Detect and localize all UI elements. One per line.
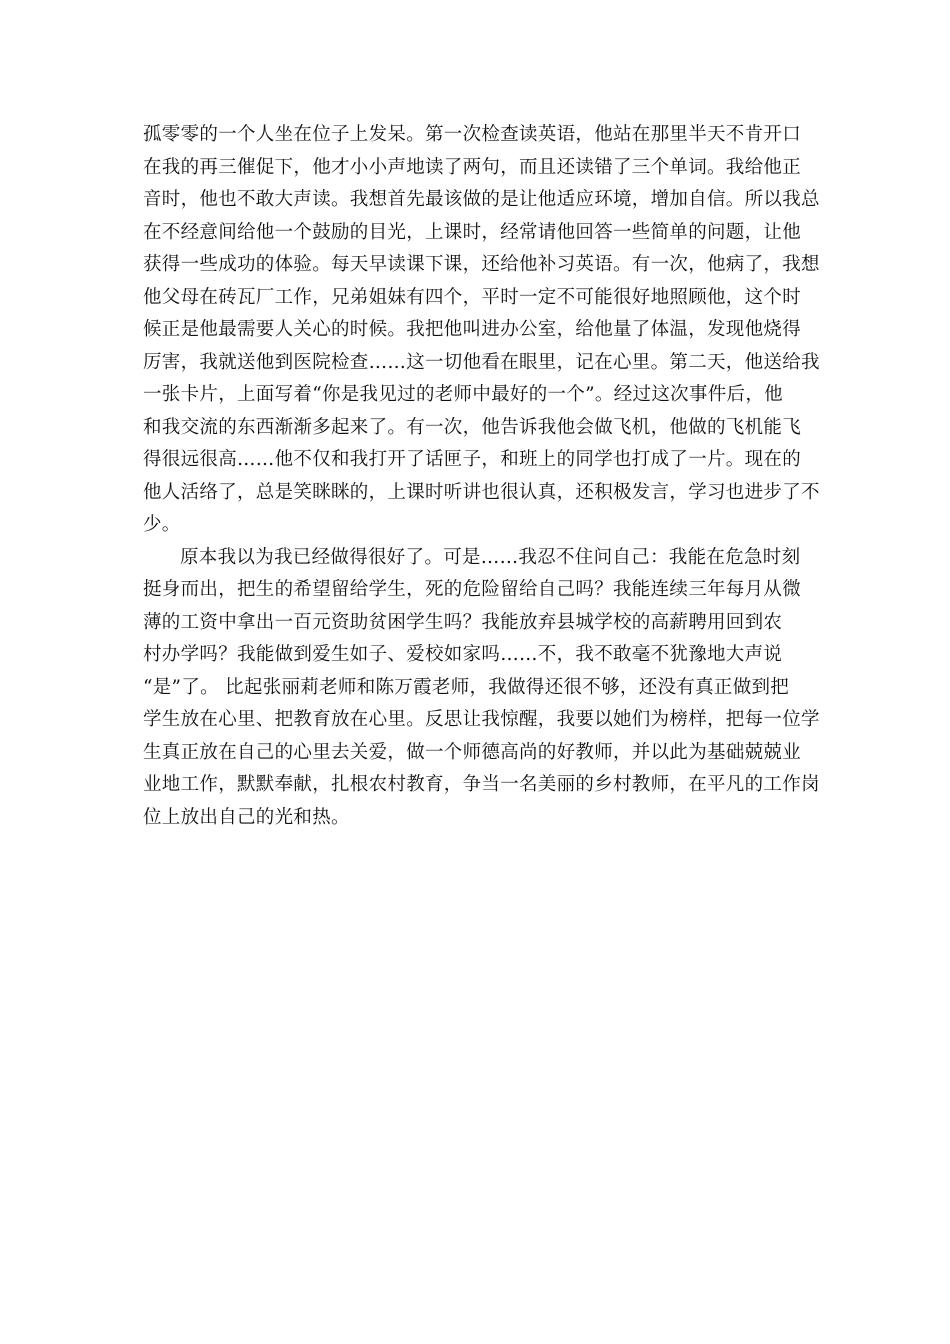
paragraph-line: 挺身而出，把生的希望留给学生，死的危险留给自己吗？我能连续三年每月从微 [143, 579, 802, 600]
paragraph-line: 他人活络了，总是笑眯眯的，上课时听讲也很认真，还积极发言，学习也进步了不 [143, 481, 820, 503]
paragraph-line: 村办学吗？我能做到爱生如子、爱校如家吗……不，我不敢毫不犹豫地大声说 [143, 644, 783, 665]
paragraph-line: 业地工作，默默奉献，扎根农村教育，争当一名美丽的乡村教师，在平凡的工作岗 [143, 774, 820, 795]
paragraph-2 [143, 542, 820, 835]
paragraph-line: 在不经意间给他一个鼓励的目光，上课时，经常请他回答一些简单的问题，让他 [143, 221, 802, 243]
document-body [143, 119, 820, 834]
paragraph-line: 学生放在心里、把教育放在心里。反思让我惊醒，我要以她们为榜样，把每一位学 [143, 709, 820, 730]
paragraph-line: 得很远很高……他不仅和我打开了话匣子，和班上的同学也打成了一片。现在的 [143, 449, 802, 470]
paragraph-line: 一张卡片，上面写着“你是我见过的老师中最好的一个”。经过这次事件后，他 [143, 384, 783, 405]
paragraph-line: “是”了。 比起张丽莉老师和陈万霞老师，我做得还很不够，还没有真正做到把 [143, 676, 790, 698]
paragraph-line: 少。 [143, 514, 181, 535]
paragraph-line: 候正是他最需要人关心的时候。我把他叫进办公室，给他量了体温，发现他烧得 [143, 319, 802, 340]
paragraph-line: 生真正放在自己的心里去关爱，做一个师德高尚的好教师，并以此为基础兢兢业 [143, 741, 802, 763]
paragraph-line: 他父母在砖瓦厂工作，兄弟姐妹有四个，平时一定不可能很好地照顾他，这个时 [143, 286, 802, 308]
paragraph-line: 孤零零的一个人坐在位子上发呆。第一次检查读英语，他站在那里半天不肯开口 [143, 124, 802, 145]
paragraph-line: 获得一些成功的体验。每天早读课下课，还给他补习英语。有一次，他病了，我想 [143, 254, 820, 275]
paragraph-line: 原本我以为我已经做得很好了。可是……我忍不住问自己：我能在危急时刻 [180, 546, 801, 568]
paragraph-line: 和我交流的东西渐渐多起来了。有一次，他告诉我他会做飞机，他做的飞机能飞 [143, 416, 802, 438]
paragraph-line: 位上放出自己的光和热。 [143, 806, 350, 828]
paragraph-line: 音时，他也不敢大声读。我想首先最该做的是让他适应环境，增加自信。所以我总 [143, 189, 820, 210]
paragraph-line: 薄的工资中拿出一百元资助贫困学生吗？我能放弃县城学校的高薪聘用回到农 [143, 611, 783, 633]
paragraph-line: 在我的再三催促下，他才小小声地读了两句，而且还读错了三个单词。我给他正 [143, 156, 802, 178]
paragraph-line: 厉害，我就送他到医院检查……这一切他看在眼里，记在心里。第二天，他送给我 [143, 351, 820, 373]
paragraph-1 [143, 119, 820, 542]
